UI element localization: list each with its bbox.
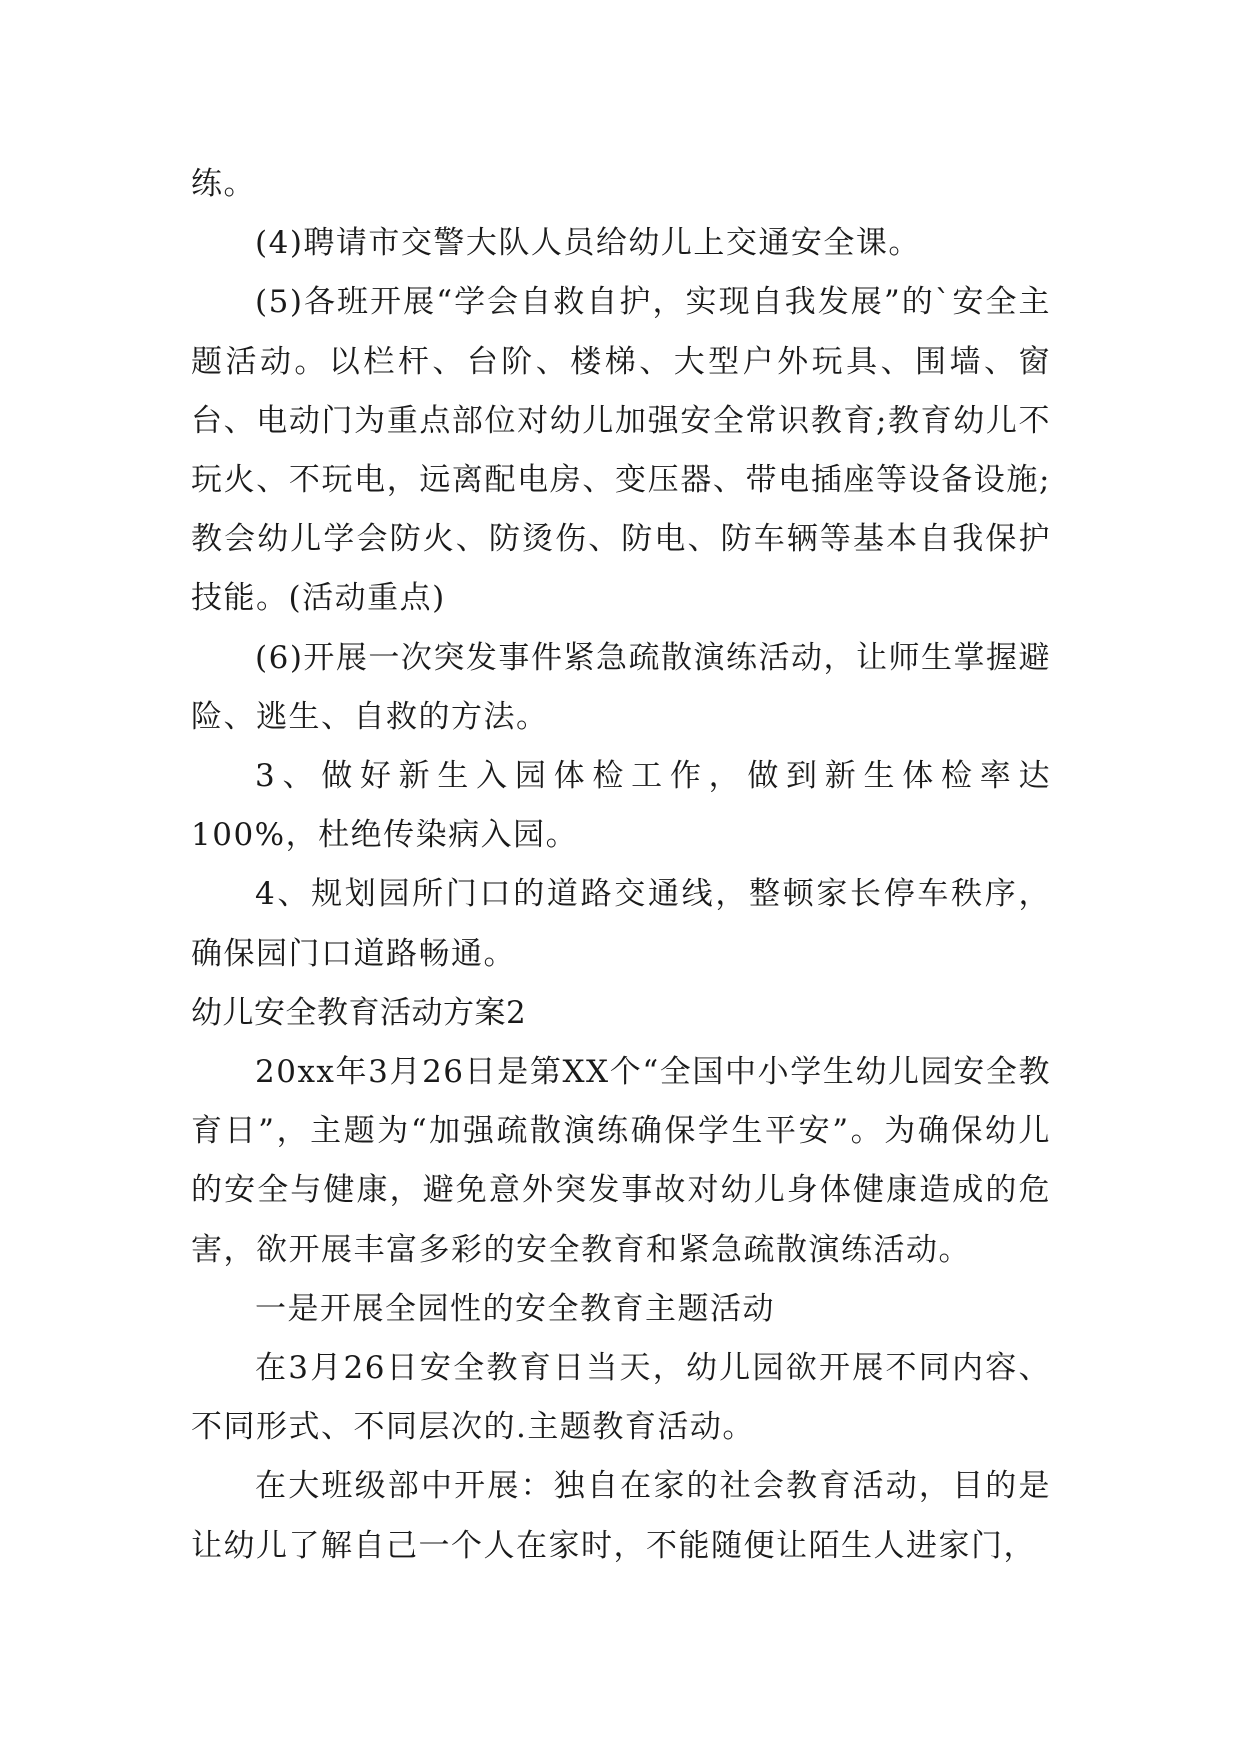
section-heading: 幼儿安全教育活动方案2	[191, 994, 527, 1031]
document-body	[191, 155, 1051, 1576]
paragraph-item-5: (5)各班开展“学会自救自护，实现自我发展”的`安全主题活动。以栏杆、台阶、楼梯、大型户外玩具、围墙、窗台、电动门为重点部位对幼儿加强安全常识教育;教育幼儿不玩火、不玩电，远离配电房、变压器、带电插座等设备设施;教会幼儿学会防火、防烫伤、防电、防车辆等基本自我保护技能。(活动重点)	[191, 284, 1051, 617]
paragraph-senior-class: 在大班级部中开展：独自在家的社会教育活动，目的是让幼儿了解自己一个人在家时，不能随便让陌生人进家门，	[191, 1468, 1051, 1564]
paragraph-intro: 20xx年3月26日是第XX个“全国中小学生幼儿园安全教育日”，主题为“加强疏散演练确保学生平安”。为确保幼儿的安全与健康，避免意外突发事故对幼儿身体健康造成的危害，欲开展丰富多彩的安全教育和紧急疏散演练活动。	[191, 1054, 1051, 1268]
paragraph-activity-day: 在3月26日安全教育日当天，幼儿园欲开展不同内容、不同形式、不同层次的.主题教育活动。	[191, 1350, 1051, 1446]
paragraph-item-6: (6)开展一次突发事件紧急疏散演练活动，让师生掌握避险、逃生、自救的方法。	[191, 639, 1051, 735]
paragraph-subheading: 一是开展全园性的安全教育主题活动	[255, 1290, 775, 1327]
paragraph-item-4: (4)聘请市交警大队人员给幼儿上交通安全课。	[255, 225, 921, 262]
paragraph-point-3: 3、做好新生入园体检工作，做到新生体检率达100%，杜绝传染病入园。	[191, 758, 1051, 854]
paragraph-point-4: 4、规划园所门口的道路交通线，整顿家长停车秩序，确保园门口道路畅通。	[191, 876, 1051, 972]
paragraph-continuation: 练。	[191, 166, 256, 202]
